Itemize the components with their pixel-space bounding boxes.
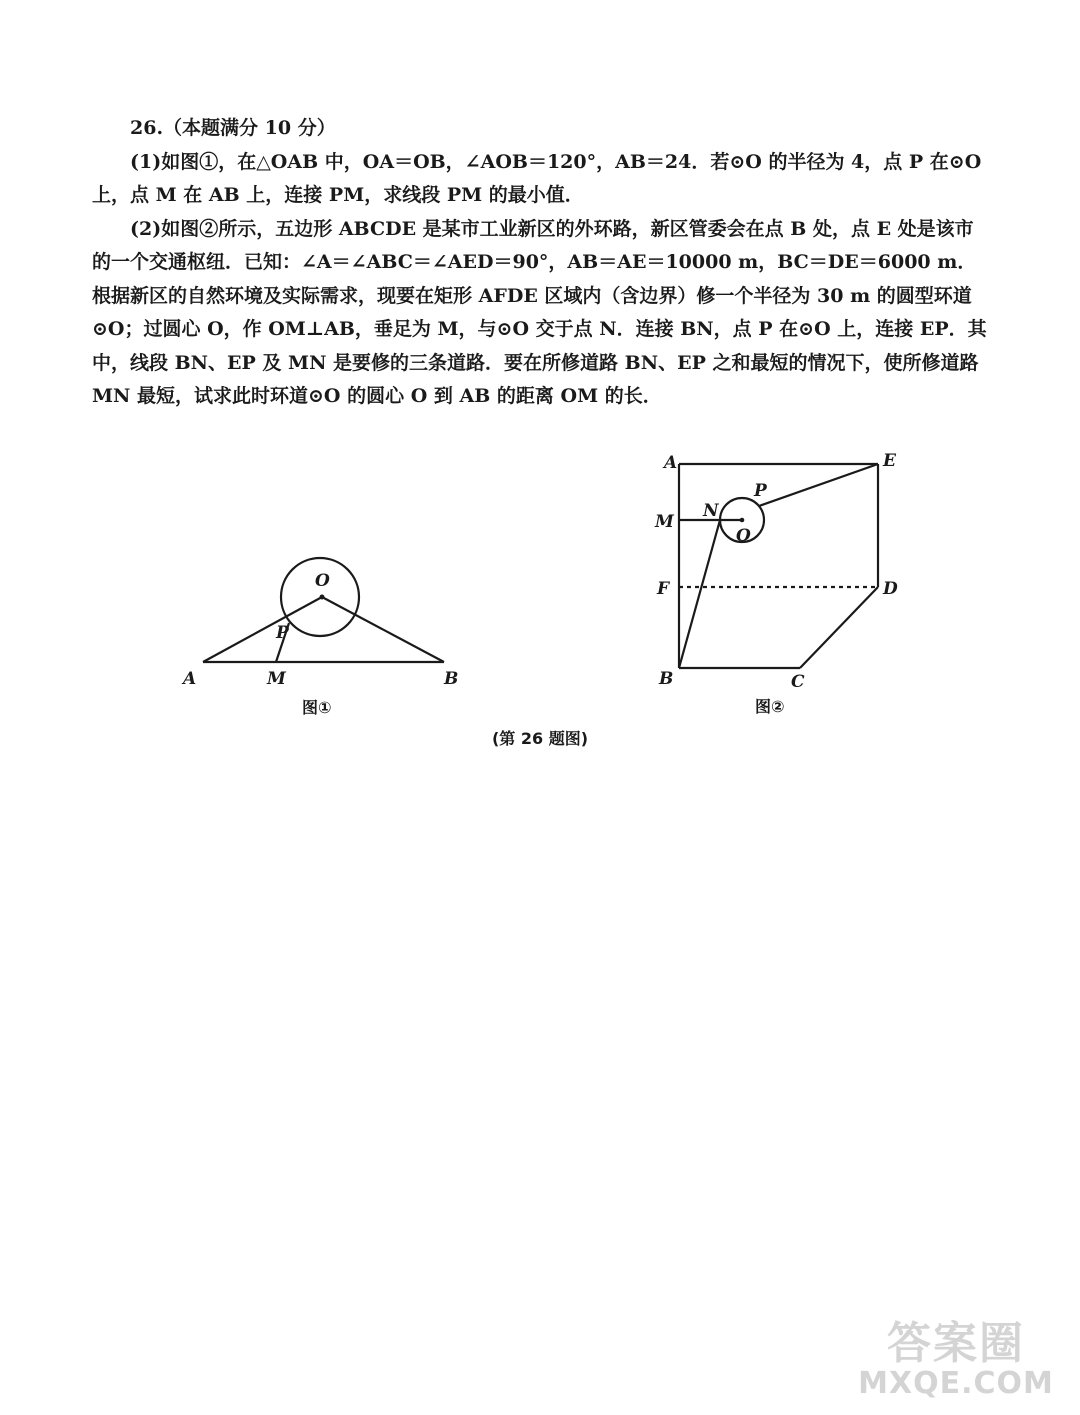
figure-1-label-o: O: [315, 571, 330, 591]
figure-2-label-n: N: [703, 501, 719, 521]
watermark-url: MXQE.COM: [858, 1365, 1054, 1401]
figure-2-label-e: E: [883, 451, 896, 471]
figure-1-point-o: [320, 595, 325, 600]
figure-1-label-m: M: [267, 669, 286, 689]
figure-2-label-a: A: [664, 453, 678, 473]
figure-2: [679, 464, 878, 668]
figure-footer-caption: (第 26 题图): [491, 729, 589, 748]
figure-2-label-d: D: [883, 579, 898, 599]
figure-2-label-b: B: [659, 669, 674, 689]
figure-2-caption: 图②: [755, 697, 785, 716]
figure-2-segment-bn: [679, 520, 720, 668]
figure-2-segment-ep: [759, 464, 878, 506]
figure-2-label-f: F: [657, 579, 670, 599]
figure-2-point-o: [740, 518, 745, 523]
problem-header: 26.（本题满分 10 分）: [130, 117, 336, 139]
figure-2-segment-dc: [800, 587, 878, 668]
figure-2-label-p: P: [754, 481, 767, 501]
figure-1-segment-ao: [203, 597, 322, 662]
figure-1-label-a: A: [183, 669, 197, 689]
problem-part-2: (2)如图②所示，五边形 ABCDE 是某市工业新区的外环路，新区管委会在点 B 处，点 E 处是该市的一个交通枢纽．已知：∠A＝∠ABC＝∠AED＝90°，AB＝AE＝10000 m，BC＝DE＝6000 m．根据新区的自然环境及实际需求，现要在矩形 AFDE 区域内（含边界）修一个半径为 30 m 的圆型环道⊙O；过圆心 O，作 OM⊥AB，垂足为 M，与⊙O 交于点 N．连接 BN，点 P 在⊙O 上，连接 EP．其中，线段 BN、EP 及 MN 是要修的三条道路．要在所修道路 BN、EP 之和最短的情况下，使所修道路 MN 最短，试求此时环道⊙O 的圆心 O 到 AB 的距离 OM 的长．: [92, 217, 987, 407]
watermark-logo: 答案圈: [887, 1318, 1025, 1370]
problem-part-1: (1)如图①，在△OAB 中，OA＝OB，∠AOB＝120°，AB＝24．若⊙O 的半径为 4，点 P 在⊙O 上，点 M 在 AB 上，连接 PM，求线段 PM 的最小值．: [92, 150, 982, 206]
figure-1-caption: 图①: [302, 698, 332, 717]
figure-1-label-p: P: [276, 623, 289, 643]
figure-2-label-m: M: [655, 512, 674, 532]
watermark: [856, 1318, 1056, 1401]
figure-1-label-b: B: [444, 669, 459, 689]
figure-2-label-o: O: [736, 526, 751, 546]
figure-2-label-c: C: [791, 672, 805, 692]
